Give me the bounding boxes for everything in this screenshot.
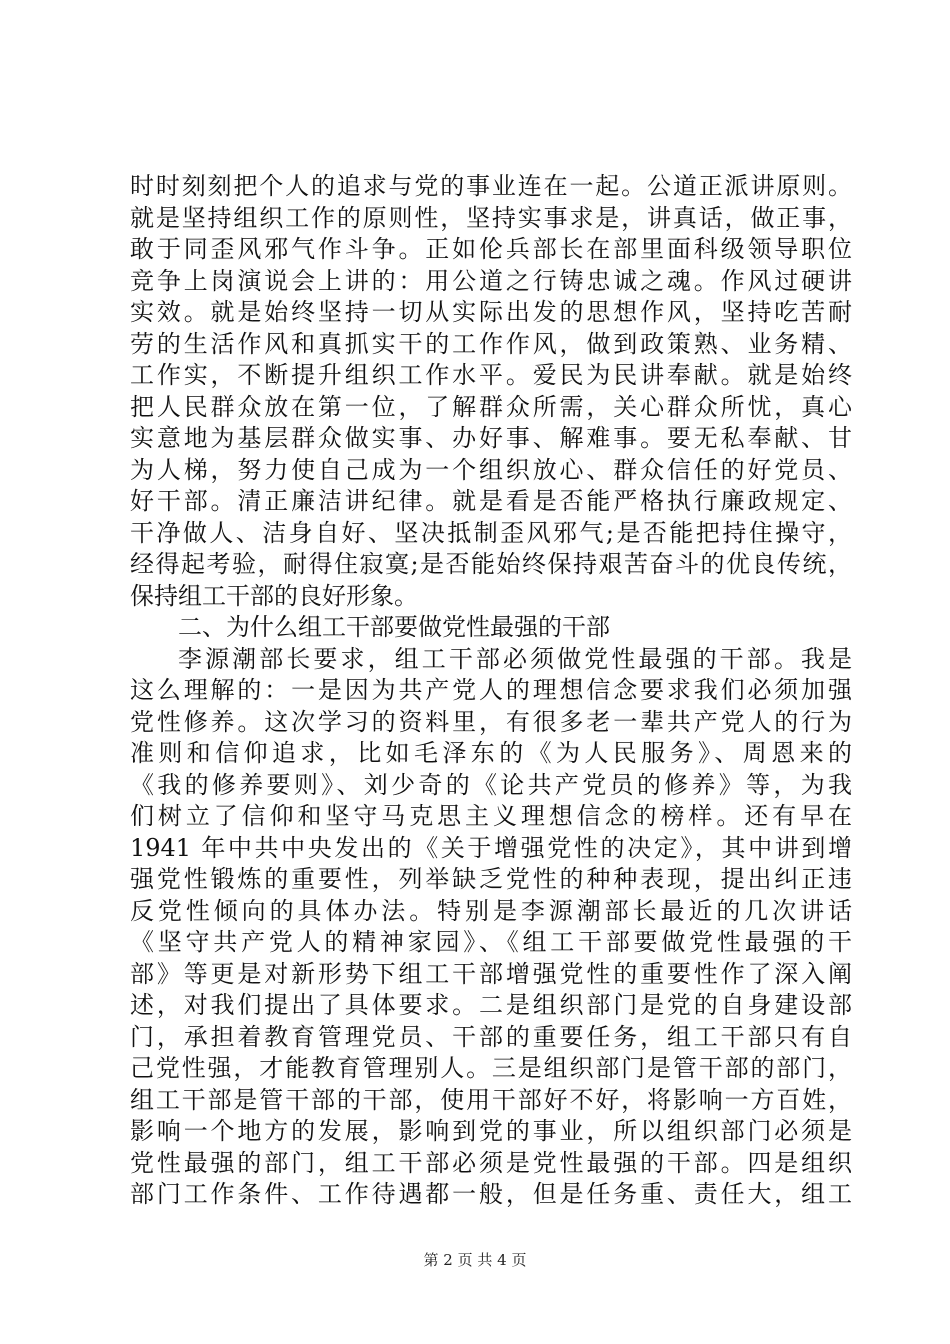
text-line: 组工干部是管干部的干部，使用干部好不好，将影响一方百姓，	[130, 1085, 852, 1114]
text-line: 部门工作条件、工作待遇都一般，但是任务重、责任大，组工	[130, 1180, 852, 1208]
text-line: 李源潮部长要求，组工干部必须做党性最强的干部。我是	[178, 644, 852, 673]
text-line: 党性最强的部门，组工干部必须是党性最强的干部。四是组织	[130, 1148, 852, 1177]
page-footer: 第 2 页 共 4 页	[423, 1251, 527, 1269]
text-line: 为人梯，努力使自己成为一个组织放心、群众信任的好党员、	[130, 455, 852, 484]
text-line: 好干部。清正廉洁讲纪律。就是看是否能严格执行廉政规定、	[130, 487, 852, 515]
text-line: 时时刻刻把个人的追求与党的事业连在一起。公道正派讲原则。	[130, 172, 852, 200]
text-line: 部》等更是对新形势下组工干部增强党性的重要性作了深入阐	[130, 959, 852, 988]
text-line: 工作实，不断提升组织工作水平。爱民为民讲奉献。就是始终	[130, 361, 852, 389]
text-line: 述，对我们提出了具体要求。二是组织部门是党的自身建设部	[130, 991, 852, 1019]
paragraph-2	[130, 644, 852, 1211]
text-line: 己党性强，才能教育管理别人。三是组织部门是管干部的部门，	[130, 1054, 852, 1082]
text-line: 保持组工干部的良好形象。	[130, 581, 418, 610]
text-line: 《我的修养要则》、刘少奇的《论共产党员的修养》等，为我	[130, 770, 852, 799]
text-line: 强党性锻炼的重要性，列举缺乏党性的种种表现，提出纠正违	[130, 865, 852, 893]
text-line: 这么理解的：一是因为共产党人的理想信念要求我们必须加强	[130, 676, 852, 704]
paragraph-1	[130, 171, 852, 612]
text-line: 实效。就是始终坚持一切从实际出发的思想作风，坚持吃苦耐	[130, 298, 852, 326]
document-body	[130, 171, 852, 1211]
text-line: 干净做人、洁身自好、坚决抵制歪风邪气;是否能把持住操守，	[130, 518, 852, 547]
text-line: 门，承担着教育管理党员、干部的重要任务，组工干部只有自	[130, 1022, 852, 1051]
text-line: 党性修养。这次学习的资料里，有很多老一辈共产党人的行为	[130, 707, 852, 736]
text-line: 经得起考验，耐得住寂寞;是否能始终保持艰苦奋斗的优良传统，	[130, 550, 852, 578]
text-line: 就是坚持组织工作的原则性，坚持实事求是，讲真话，做正事，	[130, 203, 852, 232]
text-line: 竞争上岗演说会上讲的：用公道之行铸忠诚之魂。作风过硬讲	[130, 266, 852, 295]
text-line: 反党性倾向的具体办法。特别是李源潮部长最近的几次讲话	[130, 896, 852, 925]
text-line: 把人民群众放在第一位，了解群众所需，关心群众所忧，真心	[130, 392, 852, 421]
text-line: 敢于同歪风邪气作斗争。正如伦兵部长在部里面科级领导职位	[130, 235, 852, 263]
text-line: 们树立了信仰和坚守马克思主义理想信念的榜样。还有早在	[130, 802, 852, 830]
section-heading: 二、为什么组工干部要做党性最强的干部	[178, 613, 610, 641]
text-line: 实意地为基层群众做实事、办好事、解难事。要无私奉献、甘	[130, 424, 852, 452]
text-line: 1941 年中共中央发出的《关于增强党性的决定》，其中讲到增	[130, 833, 852, 862]
text-line: 影响一个地方的发展，影响到党的事业，所以组织部门必须是	[130, 1117, 852, 1145]
text-line: 准则和信仰追求，比如毛泽东的《为人民服务》、周恩来的	[130, 739, 852, 767]
text-line: 《坚守共产党人的精神家园》、《组工干部要做党性最强的干	[130, 928, 852, 956]
text-line: 劳的生活作风和真抓实干的工作作风，做到政策熟、业务精、	[130, 329, 852, 358]
